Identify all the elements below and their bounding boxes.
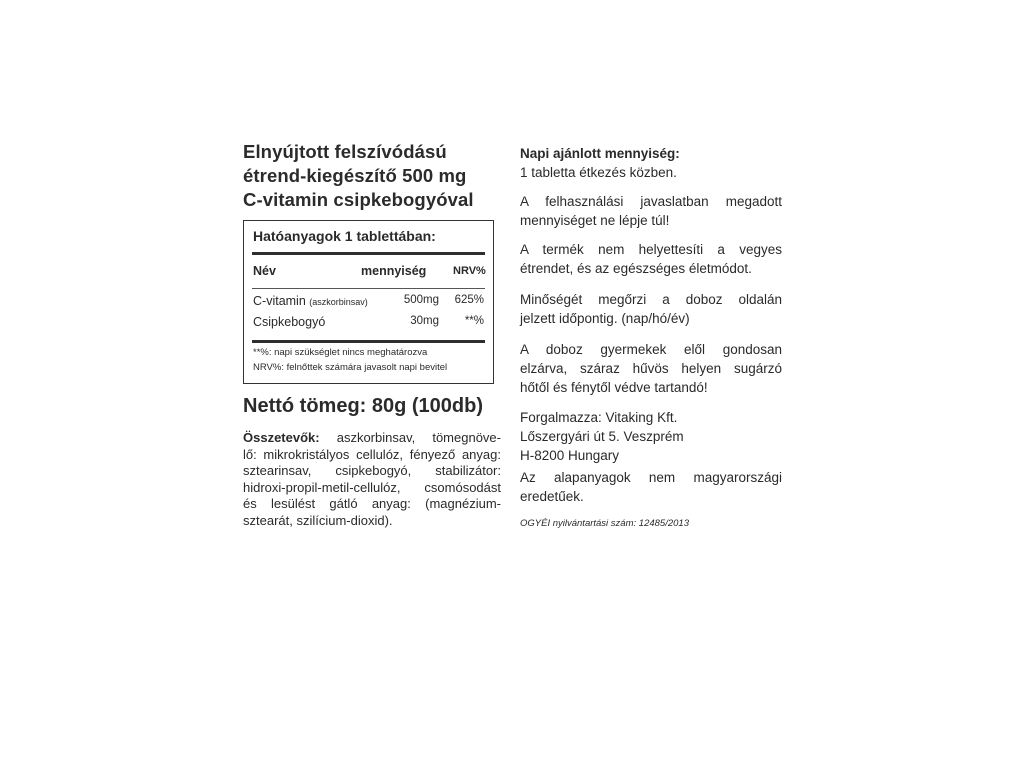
registration-number: OGYÉI nyilvántartási szám: 12485/2013 xyxy=(520,518,689,529)
dose-heading: Napi ajánlott mennyiség: xyxy=(520,146,680,161)
title-line-2: étrend-kiegészítő 500 mg xyxy=(243,165,467,186)
origin-line-1: Az alapanyagok nem magyarországi xyxy=(520,470,782,485)
active-ingredients-table xyxy=(243,220,494,384)
quality-line-1: Minőségét megőrzi a doboz oldalán xyxy=(520,292,782,307)
daily-dose xyxy=(520,144,782,182)
storage-line-1: A doboz gyermekek elől gondosan xyxy=(520,342,782,357)
column-header-amount: mennyiség xyxy=(361,264,427,278)
column-header-name: Név xyxy=(253,264,276,278)
row-1-note: (aszkorbinsav) xyxy=(309,297,368,307)
row-1-amount: 500mg xyxy=(403,294,439,306)
column-header-nrv: NRV% xyxy=(453,265,486,277)
origin-line-2: eredetűek. xyxy=(520,489,584,504)
row-2-name: Csipkebogyó xyxy=(253,315,326,329)
distributor-line-1: Forgalmazza: Vitaking Kft. xyxy=(520,410,678,425)
quality-line-2: jelzett időpontig. (nap/hó/év) xyxy=(520,311,690,326)
table-rule-thin xyxy=(252,288,485,289)
diet-notice xyxy=(520,240,782,278)
warning-line-1: A felhasználási javaslatban megadott xyxy=(520,194,782,209)
table-rule-thick xyxy=(252,340,485,343)
row-1-nrv: 625% xyxy=(454,294,484,306)
distributor xyxy=(520,408,782,465)
diet-line-1: A termék nem helyettesíti a vegyes xyxy=(520,242,782,257)
ingredients-line-2: lő: mikrokristályos cellulóz, fényező anyag: xyxy=(243,446,501,462)
ingredients-label: Összetevők: xyxy=(243,430,320,445)
ingredients-line-4: hidroxi-propil-metil-cellulóz, csomósodást xyxy=(243,479,501,495)
left-column xyxy=(243,140,503,528)
origin-notice xyxy=(520,468,782,506)
diet-line-2: étrendet, és az egészséges életmódot. xyxy=(520,261,752,276)
ingredients-line-3: sztearinsav, csipkebogyó, stabilizátor: xyxy=(243,463,501,478)
ingredients-text xyxy=(243,430,501,529)
row-1-name: C-vitamin xyxy=(253,294,306,308)
table-heading: Hatóanyagok 1 tablettában: xyxy=(253,228,436,244)
title-line-3: C-vitamin csipkebogyóval xyxy=(243,189,474,210)
footnote-not-defined: **%: napi szükséglet nincs meghatározva xyxy=(253,347,428,358)
distributor-line-2: Lőszergyári út 5. Veszprém xyxy=(520,429,684,444)
storage-line-3: hőtől és fénytől védve tartandó! xyxy=(520,380,708,395)
title-line-1: Elnyújtott felszívódású xyxy=(243,141,447,162)
row-2-nrv: **% xyxy=(464,315,484,327)
product-title xyxy=(243,140,503,212)
table-rule-thick xyxy=(252,252,485,255)
ingredients-line-1: aszkorbinsav, tömegnöve- xyxy=(336,430,501,445)
net-weight: Nettó tömeg: 80g (100db) xyxy=(243,395,484,417)
ingredients-line-6: sztearát, szilícium-dioxid). xyxy=(243,512,393,528)
warning-line-2: mennyiséget ne lépje túl! xyxy=(520,213,670,228)
ingredients-line xyxy=(243,430,501,447)
table-row-name xyxy=(253,294,368,308)
footnote-nrv: NRV%: felnőttek számára javasolt napi bevitel xyxy=(253,362,448,373)
storage-instructions xyxy=(520,340,782,397)
ingredients-line-5: és lesülést gátló anyag: (magnézium- xyxy=(243,496,501,511)
distributor-line-3: H-8200 Hungary xyxy=(520,448,620,463)
dose-text: 1 tabletta étkezés közben. xyxy=(520,165,677,180)
best-before xyxy=(520,290,782,328)
row-2-amount: 30mg xyxy=(410,315,439,327)
storage-line-2: elzárva, száraz hűvös helyen sugárzó xyxy=(520,361,782,376)
dose-warning xyxy=(520,192,782,230)
